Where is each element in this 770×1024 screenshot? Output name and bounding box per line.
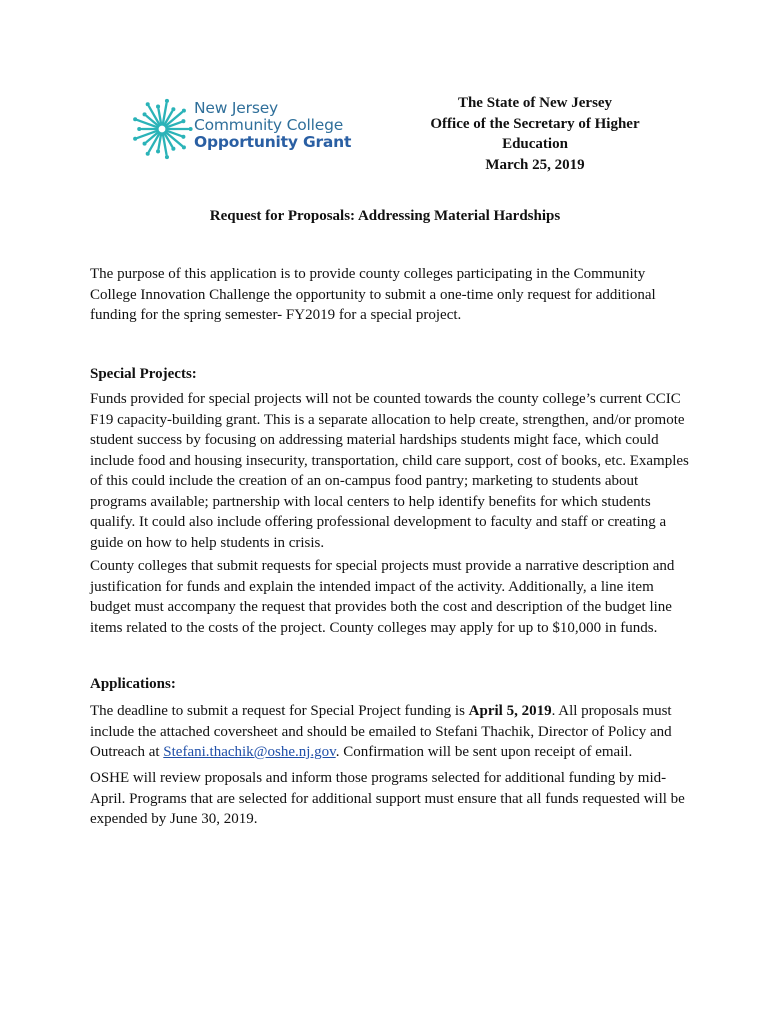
starburst-dot — [143, 142, 146, 145]
starburst-logo-icon — [131, 98, 193, 160]
confirmation-text: . Confirmation will be sent upon receipt of email. — [335, 744, 633, 760]
njccog-logo — [131, 96, 351, 164]
starburst-dot — [146, 152, 149, 155]
starburst-dot — [138, 127, 141, 130]
applications-paragraph-2: OSHE will review proposals and inform those programs selected for additional funding by mid-April. Programs that are selected for additional support must ensure that all funds requested will be expended by June 30, 2019. — [90, 770, 685, 827]
header-office: Office of the Secretary of Higher — [430, 115, 640, 132]
starburst-dot — [143, 113, 146, 116]
deadline-date: April 5, 2019 — [468, 703, 552, 719]
deadline-intro-text: The deadline to submit a request for Special Project funding is — [90, 703, 469, 719]
intro-paragraph: The purpose of this application is to provide county colleges participating in the Community College Innovation Challenge the opportunity to submit a one-time only request for additional funding for the spring semester- FY2019 for a special project. — [90, 266, 656, 323]
starburst-dot — [182, 109, 185, 112]
starburst-dot — [165, 156, 168, 159]
special-projects-paragraph-1: Funds provided for special projects will not be counted towards the county college’s current CCIC F19 capacity-building grant. This is a separate allocation to help create, strengthen, and/or promote student success by focusing on addressing material hardships students might face, which could include food and housing insecurity, transportation, child care support, cost of books, etc. Examples of this could include the creation of an on-campus food pantry; marketing to students about programs available; partnership with local centers to help identify benefits for which students qualify. It could also include offering professional development to faculty and staff or creating a guide on how to help students in crisis. — [90, 391, 689, 551]
starburst-center — [158, 125, 166, 133]
contact-email-link[interactable]: Stefani.thachik@oshe.nj.gov — [163, 744, 336, 760]
starburst-dot — [182, 120, 185, 123]
special-projects-heading: Special Projects: — [90, 366, 197, 382]
applications-heading: Applications: — [90, 676, 176, 692]
starburst-dot — [156, 150, 159, 153]
special-projects-paragraph-2: County colleges that submit requests for special projects must provide a narrative description and justification for funds and explain the intended impact of the activity. Additionally, a line item budget must accompany the request that provides both the cost and description of the budget line items related to the costs of the project. County colleges may apply for up to $10,000 in funds. — [90, 558, 675, 636]
logo-wordmark — [194, 100, 351, 151]
starburst-dot — [146, 103, 149, 106]
logo-line-new-jersey: New Jersey — [194, 99, 278, 117]
starburst-dot — [134, 118, 137, 121]
document-title: Request for Proposals: Addressing Material Hardships — [209, 208, 561, 224]
starburst-dot — [172, 108, 175, 111]
starburst-dot — [172, 147, 175, 150]
starburst-dot — [189, 127, 192, 130]
applications-paragraph-1 — [90, 701, 690, 763]
submission-instructions-text: . All proposals must include the attached coversheet and should be emailed to Stefani Thachik, Director of Policy and Outreach at — [90, 703, 672, 760]
header-state: The State of New Jersey — [457, 95, 613, 111]
header-date: March 25, 2019 — [485, 156, 585, 173]
logo-line-community-college: Community College — [194, 116, 344, 134]
header-office-cont: Education — [502, 136, 568, 152]
starburst-dot — [165, 99, 168, 102]
logo-line-opportunity-grant: Opportunity Grant — [194, 133, 352, 151]
starburst-dot — [182, 135, 185, 138]
starburst-dot — [134, 137, 137, 140]
issuer-header — [420, 93, 650, 175]
starburst-dot — [156, 105, 159, 108]
starburst-dot — [182, 146, 185, 149]
